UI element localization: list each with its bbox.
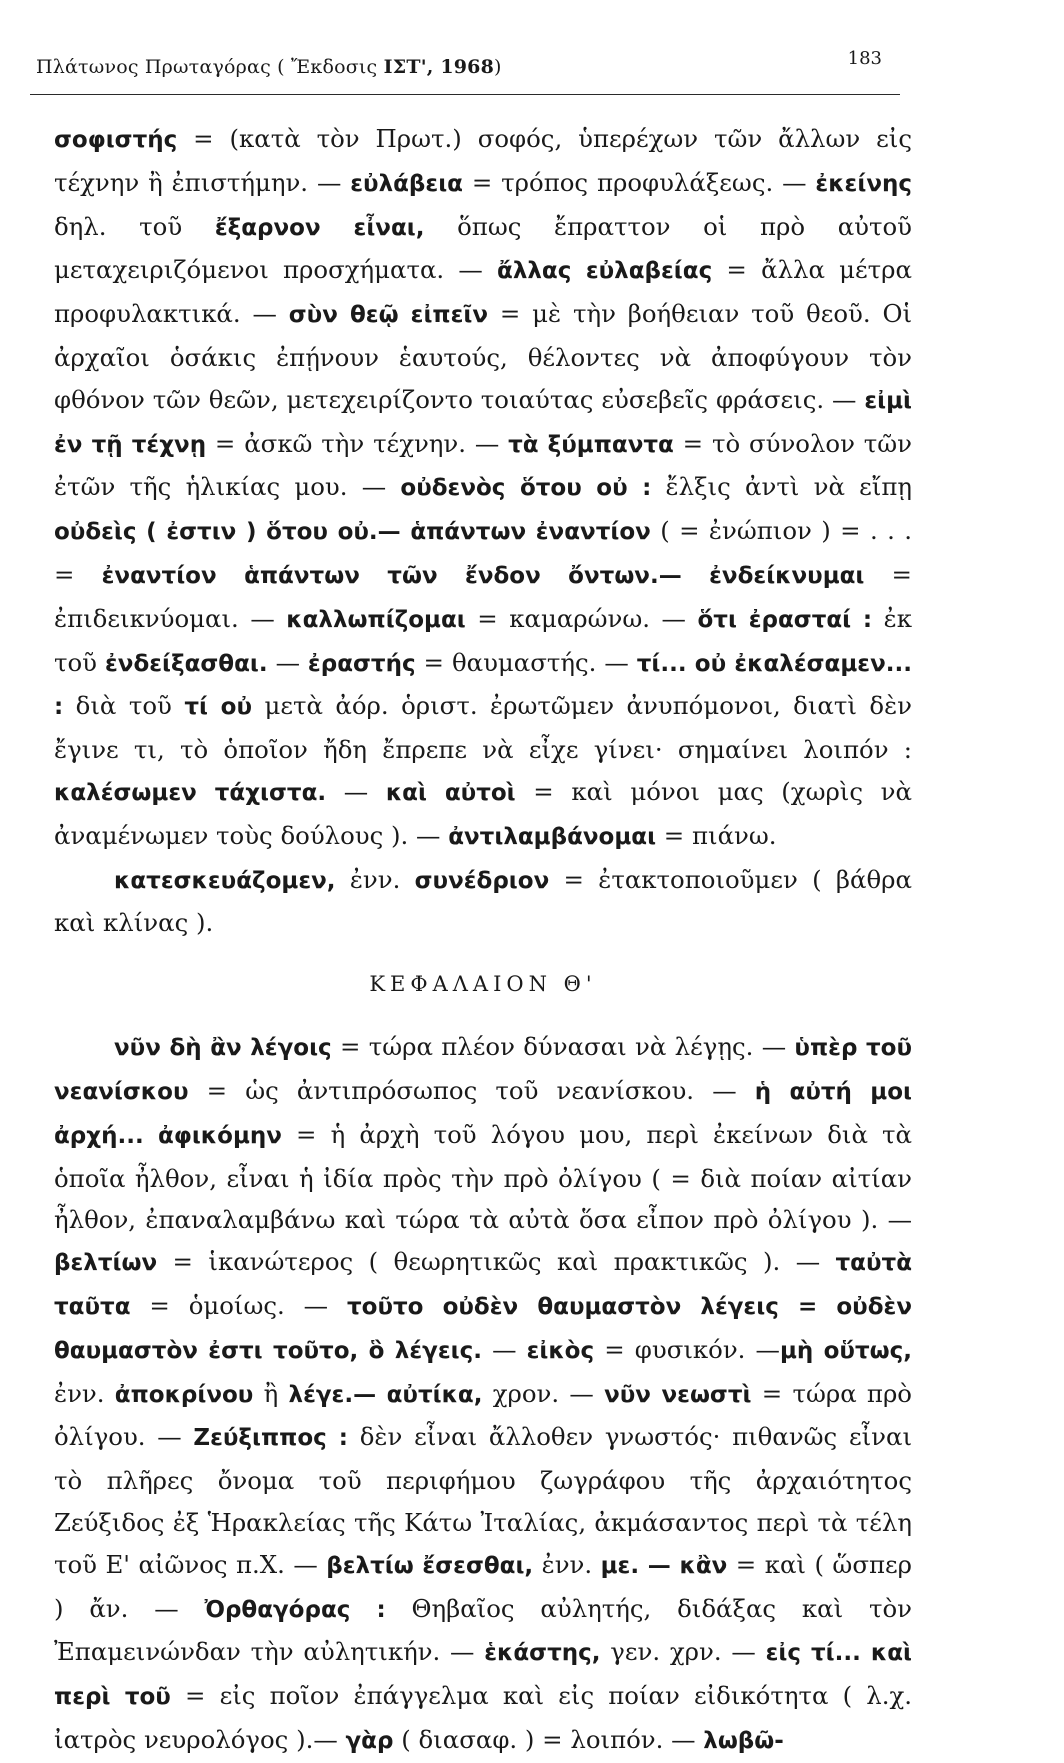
lemma-term: συνέδριον [414, 867, 550, 894]
lemma-term: κατεσκευάζομεν, [114, 867, 336, 894]
lemma-term: οὐδενὸς ὅτου οὐ : [400, 475, 652, 502]
running-title [36, 56, 502, 78]
lemma-term: εἰμὶ ἐν τῇ τέχνῃ [54, 387, 912, 458]
edition-label: ΙΣΤ', 1968 [383, 56, 495, 78]
gloss-text: = καὶ μόνοι μας (χωρὶς νὰ ἀναμένωμεν τοὺς δούλους ). — [54, 776, 912, 850]
lemma-term: μὴ οὕτως, [779, 1337, 912, 1364]
gloss-text: = ὁμοίως. — [130, 1290, 347, 1320]
lemma-term: λωβῶ- [703, 1727, 784, 1754]
lemma-term: εἰς τί... καὶ περὶ τοῦ [54, 1640, 912, 1711]
gloss-text: ὅπως ἔπραττον οἱ πρὸ αὐτοῦ μεταχειριζόμενοι προσχήματα. — [54, 211, 913, 285]
gloss-text: = ἐπιδεικνύομαι. — [54, 559, 912, 633]
gloss-text: γεν. χρν. — [600, 1637, 766, 1667]
lemma-term: τί οὐ [184, 694, 253, 721]
page-header [30, 42, 1030, 82]
lemma-term: οὐδεὶς ( ἐστιν ) ὅτου οὐ.— ἁπάντων ἐναντίον [54, 519, 651, 546]
lemma-term: ἀποκρίνου [114, 1381, 254, 1408]
lemma-term: ἔξαρνον εἶναι, [214, 214, 425, 241]
paragraph [54, 118, 912, 859]
lemma-term: εἰκὸς [526, 1337, 595, 1364]
gloss-text: = τώρα πλέον δύνασαι νὰ λέγῃς. — [331, 1032, 795, 1062]
gloss-text: = τρόπος προφυλάξεως. — [462, 167, 816, 197]
lemma-term: ἄλλας εὐλαβείας [497, 258, 713, 285]
lemma-term: καὶ αὐτοὶ [385, 779, 516, 806]
gloss-text: = μὲ τὴν βοήθειαν τοῦ θεοῦ. Οἱ ἀρχαῖοι ὁσάκις ἐπῄνουν ἑαυτούς, θέλοντες νὰ ἀποφύγουν τὸν φθόνον τῶν θεῶν, μετεχειρίζοντο τοιαύτας εὐσεβεῖς φράσεις. — [54, 299, 913, 414]
lemma-term: ἐκείνης [815, 170, 912, 197]
gloss-text: δηλ. τοῦ [54, 211, 215, 241]
gloss-text: — [481, 1334, 527, 1364]
lemma-term: ἑκάστης, [484, 1640, 601, 1667]
lemma-term: ἡ αὐτή μοι ἀρχή... ἀφικόμην [54, 1078, 912, 1149]
lemma-term: σοφιστής [54, 127, 178, 153]
running-title-text: Πλάτωνος Πρωταγόρας ( Ἔκδοσις [36, 56, 384, 78]
lemma-term: Ὀρθαγόρας : [204, 1596, 386, 1623]
lemma-term: ἀντιλαμβάνομαι [448, 823, 657, 850]
gloss-text: = ἀσκῶ τὴν τέχνην. — [206, 428, 509, 458]
gloss-text: = τώρα πρὸ ὀλίγου. — [54, 1378, 912, 1452]
gloss-text: = (κατὰ τὸν Πρωτ.) σοφός, ὑπερέχων τῶν ἄλλων εἰς τέχνην ἢ ἐπιστήμην. — [54, 124, 912, 197]
gloss-text: ἢ [253, 1378, 289, 1408]
running-title-close: ) [494, 56, 502, 78]
lemma-term: γὰρ [345, 1727, 394, 1754]
paragraph [54, 859, 912, 945]
gloss-text: μετὰ ἀόρ. ὁριστ. ἐρωτῶμεν ἀνυπόμονοι, διατὶ δὲν ἔγινε τι, τὸ ὁποῖον ἤδη ἔπρεπε νὰ εἶχε γίνει· σημαίνει λοιπόν : [54, 691, 913, 765]
gloss-text: = φυσικόν. — [594, 1334, 780, 1364]
lemma-term: ταὐτὰ ταῦτα [54, 1250, 912, 1320]
gloss-text: ( = ἐνώπιον ) = . . . = [54, 516, 912, 589]
gloss-text: = ὡς ἀντιπρόσωπος τοῦ νεανίσκου. — [188, 1075, 755, 1105]
gloss-text: διὰ τοῦ [63, 691, 185, 721]
gloss-text: = εἰς ποῖον ἐπάγγελμα καὶ εἰς ποίαν εἰδικότητα ( λ.χ. ἰατρὸς νευρολόγος ).— [54, 1681, 912, 1754]
lemma-term: ἐνδείξασθαι. [104, 650, 268, 677]
page-number: 183 [847, 48, 882, 69]
lemma-term: τί... οὐ ἐκαλέσαμεν... : [54, 650, 912, 721]
lemma-term: τοῦτο οὐδὲν θαυμαστὸν λέγεις = οὐδὲν θαυμαστὸν ἐστι τοῦτο, ὃ λέγεις. [54, 1293, 912, 1364]
gloss-text: = ἱκανώτερος ( θεωρητικῶς καὶ πρακτικῶς ). — [157, 1247, 836, 1277]
lemma-term: Ζεύξιππος : [193, 1425, 348, 1452]
commentary-text [54, 118, 912, 1763]
lemma-term: ἐραστής [307, 650, 416, 677]
gloss-text: = ἄλλα μέτρα προφυλακτικά. — [54, 255, 912, 329]
gloss-text: χρον. — [482, 1378, 605, 1408]
lemma-term: ὅτι ἐρασταί : [697, 606, 873, 633]
gloss-text: — [267, 647, 308, 677]
gloss-text: ἐνν. [54, 1378, 115, 1408]
gloss-text: ἔλξις ἀντὶ νὰ εἴπῃ [651, 472, 913, 502]
gloss-text: ἐνν. [533, 1549, 601, 1579]
gloss-text: ἐκ τοῦ [54, 603, 913, 677]
lemma-term: καλέσωμεν τάχιστα. [54, 779, 327, 806]
lemma-term: νῦν νεωστὶ [604, 1381, 752, 1408]
gloss-text: = καμαρώνω. — [465, 603, 698, 633]
gloss-text: ( διασαφ. ) = λοιπόν. — [393, 1724, 704, 1754]
lemma-term: ὑπὲρ τοῦ νεανίσκου [54, 1035, 913, 1105]
lemma-term: με. — κἂν [600, 1552, 728, 1579]
gloss-text: = τὸ σύνολον τῶν ἐτῶν τῆς ἡλικίας μου. — [54, 428, 912, 502]
gloss-text: — [326, 776, 386, 806]
paragraph [54, 1026, 912, 1763]
gloss-text: ἐνν. [335, 864, 415, 894]
chapter-heading: ΚΕΦΑΛΑΙΟΝ Θ' [369, 972, 597, 997]
gloss-text: = πιάνω. [656, 820, 777, 850]
lemma-term: καλλωπίζομαι [286, 606, 466, 633]
gloss-text: = ἐτακτοποιοῦμεν ( βάθρα καὶ κλίνας ). [54, 864, 912, 938]
lemma-term: βελτίων [54, 1250, 158, 1277]
gloss-text: = καὶ ( ὥσπερ ) ἄν. — [54, 1549, 912, 1623]
gloss-text: = θαυμαστής. — [415, 647, 637, 677]
lemma-term: εὐλάβεια [350, 170, 463, 197]
lemma-term: σὺν θεῷ εἰπεῖν [288, 302, 489, 329]
lemma-term: τὰ ξύμπαντα [508, 431, 674, 458]
lemma-term: βελτίω ἔσεσθαι, [326, 1552, 534, 1579]
lemma-term: λέγε.— αὐτίκα, [288, 1381, 483, 1408]
lemma-term: ἐναντίον ἁπάντων τῶν ἔνδον ὄντων.— ἐνδείκνυμαι [101, 562, 865, 589]
gloss-text: Θηβαῖος αὐλητής, διδάξας καὶ τὸν Ἐπαμεινώνδαν τὴν αὐλητικήν. — [54, 1593, 912, 1667]
gloss-text: δὲν εἶναι ἄλλοθεν γνωστός· πιθανῶς εἶναι τὸ πλῆρες ὄνομα τοῦ περιφήμου ζωγράφου τῆς ἀρχαιότητος Ζεύξιδος ἐξ Ἡρακλείας τῆς Κάτω Ἰταλίας, ἀκμάσαντος περὶ τὰ τέλη τοῦ Ε' αἰῶνος π.Χ. — [54, 1422, 913, 1579]
gloss-text: = ἡ ἀρχὴ τοῦ λόγου μου, περὶ ἐκείνων διὰ τὰ ὁποῖα ἦλθον, εἶναι ἡ ἰδία πρὸς τὴν πρὸ ὀλίγου ( = διὰ ποίαν αἰτίαν ἦλθον, ἐπαναλαμβάνω καὶ τώρα τὰ αὐτὰ ὅσα εἶπον πρὸ ὀλίγου ). — [54, 1119, 912, 1235]
header-rule [30, 94, 900, 95]
lemma-term: νῦν δὴ ἂν λέγοις [114, 1035, 332, 1062]
